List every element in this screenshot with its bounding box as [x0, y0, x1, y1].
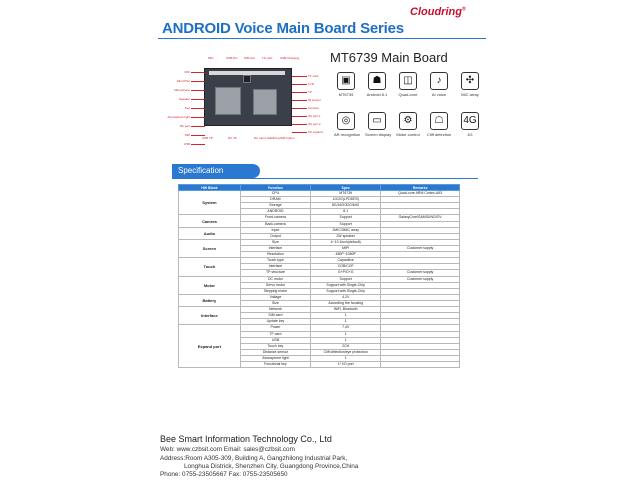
board-callout: Atmosphere light — [167, 115, 190, 119]
spec-remark — [381, 362, 460, 368]
spec-remark: Customer supply — [381, 270, 460, 276]
spec-function: TP structure — [240, 270, 310, 276]
spec-value: Support with Single-Chip — [311, 282, 381, 288]
spec-value: 1* I/O port — [311, 362, 381, 368]
logo-mark: ® — [461, 6, 466, 13]
board-callout: SIM slot — [244, 56, 255, 60]
pcb-image — [204, 68, 292, 126]
pcb-cpu — [243, 75, 251, 83]
spec-function: TF card — [240, 331, 310, 337]
quad-core-icon: ◫ — [399, 72, 417, 90]
callout-line — [191, 126, 205, 127]
page-title: ANDROID Voice Main Board Series — [162, 20, 404, 37]
microphone-icon: ♪ — [430, 72, 448, 90]
spec-function: Resolution — [240, 252, 310, 258]
feature-9 — [458, 112, 482, 137]
spec-value: 1 — [311, 319, 381, 325]
spec-function: Output — [240, 233, 310, 239]
board-diagram — [162, 52, 322, 150]
board-callout: IR sensor — [308, 98, 321, 102]
spec-value: According the housing — [311, 300, 381, 306]
spec-value: Support — [311, 276, 381, 282]
spec-column-header: Remarks — [381, 185, 460, 191]
spec-value: 1 — [311, 337, 381, 343]
title-divider — [158, 38, 486, 39]
board-callout: SIM button — [280, 136, 295, 140]
spec-function: SIM card — [240, 313, 310, 319]
cliff-detection-icon: ☖ — [430, 112, 448, 130]
screen-display-icon: ▭ — [368, 112, 386, 130]
feature-0 — [334, 72, 358, 97]
callout-line — [191, 144, 205, 145]
spec-body — [179, 191, 460, 368]
spec-block-name: System — [179, 191, 241, 215]
feature-5 — [334, 112, 361, 137]
board-callout: DC-TF — [228, 136, 237, 140]
spec-column-header: Function — [240, 185, 310, 191]
spec-function: ANDROID — [240, 209, 310, 215]
spec-value: Capacitive — [311, 258, 381, 264]
spec-function: Touch key — [240, 343, 310, 349]
board-callout: I/O expand — [308, 130, 323, 134]
feature-3 — [427, 72, 451, 97]
company-web: Web: www.czbsit.com Email: sales@czbsit.com — [160, 446, 295, 453]
spec-function: Voltage — [240, 294, 310, 300]
spec-value: G+P/G+G — [311, 270, 381, 276]
spec-table — [178, 184, 460, 368]
company-address-line1: Address:Room A305-309, Building A, Gangzhilong Industrial Park, — [160, 455, 348, 462]
board-callout: USB TP — [202, 136, 213, 140]
callout-line — [292, 108, 307, 109]
spec-function: Front-camera — [240, 215, 310, 221]
spec-value: 2CH — [311, 343, 381, 349]
spec-value: Support — [311, 221, 381, 227]
board-callout: 4G port 1 — [308, 114, 321, 118]
board-callout: RF port — [179, 124, 190, 128]
spec-block-name: Audio — [179, 227, 241, 239]
spec-value: 1 — [311, 355, 381, 361]
spec-remark: GalaxyCore/SAMSUNG/OV — [381, 215, 460, 221]
spec-value: WiFi, Bluetooth — [311, 307, 381, 313]
spec-remark: Quad-core ARM Cortex-A53 — [381, 191, 460, 197]
board-callout: Camera — [308, 106, 319, 110]
spec-function: Back-camera — [240, 221, 310, 227]
spec-function: Atmosphere light — [240, 355, 310, 361]
feature-label: Motor control — [396, 132, 420, 137]
motor-control-icon: ⚙ — [399, 112, 417, 130]
board-callout: USB — [183, 142, 190, 146]
4g-icon: 4G — [461, 112, 479, 130]
callout-line — [292, 132, 307, 133]
company-address-line2: Longhua Districk, Shenzhen City, Guangdong Province,China — [184, 463, 359, 470]
callout-line — [191, 81, 205, 82]
spec-function: Stepping motor — [240, 288, 310, 294]
spec-function: Functional key — [240, 362, 310, 368]
callout-line — [191, 90, 205, 91]
board-callout: USB-Charging — [280, 56, 300, 60]
board-callout: MIC — [208, 56, 214, 60]
feature-label: AI voice — [431, 92, 447, 97]
feature-7 — [396, 112, 420, 137]
spec-function: Size — [240, 300, 310, 306]
spec-divider — [172, 178, 478, 179]
spec-function: Network — [240, 307, 310, 313]
pcb-module-2 — [253, 89, 277, 115]
spec-value: 7.4V — [311, 325, 381, 331]
spec-function: Interface — [240, 264, 310, 270]
spec-function: Storage — [240, 203, 310, 209]
callout-line — [191, 99, 205, 100]
mic-array-icon: ✣ — [461, 72, 479, 90]
spec-function: Interface — [240, 245, 310, 251]
spec-block-name: Screen — [179, 239, 241, 257]
callout-line — [292, 84, 307, 85]
feature-label: AR recognition — [334, 132, 361, 137]
feature-label: 4G — [467, 132, 473, 137]
spec-column-header: HW Block — [179, 185, 241, 191]
feature-1 — [365, 72, 389, 97]
callout-line — [292, 100, 307, 101]
board-callout: 4G port 2 — [308, 122, 321, 126]
board-callout: MIC — [184, 70, 190, 74]
spec-function: Input — [240, 227, 310, 233]
spec-value: 4~10.1inch(default) — [311, 239, 381, 245]
board-callout: TF card — [308, 74, 319, 78]
ai-recognition-icon: ◎ — [337, 112, 355, 130]
spec-remark: Customer supply — [381, 276, 460, 282]
spec-value: 2W speaker — [311, 233, 381, 239]
spec-remark: Customer supply — [381, 245, 460, 251]
spec-function: Servo motor — [240, 282, 310, 288]
feature-label: MT6739 — [338, 92, 354, 97]
spec-value: COB/COF — [311, 264, 381, 270]
callout-line — [292, 116, 307, 117]
spec-value: MT6739 — [311, 191, 381, 197]
spec-block-name: Interface — [179, 307, 241, 325]
board-callout: LCD — [308, 82, 315, 86]
spec-value: 1 — [311, 331, 381, 337]
spec-heading: Specification — [172, 164, 260, 178]
logo-text: Cloudring — [410, 6, 462, 18]
spec-block-name: Motor — [179, 276, 241, 294]
spec-block-name: Battery — [179, 294, 241, 306]
board-callout: Mini PCIe — [176, 79, 190, 83]
spec-function: Size — [240, 239, 310, 245]
spec-block-name: Touch — [179, 258, 241, 276]
feature-8 — [427, 112, 451, 137]
android-icon: ☗ — [368, 72, 386, 90]
spec-value: 8G/16G/32G/64G — [311, 203, 381, 209]
feature-label: Screen display — [365, 132, 392, 137]
board-callout: DC input stabilizing — [254, 136, 280, 140]
spec-function: Touch type — [240, 258, 310, 264]
callout-line — [292, 92, 307, 93]
company-name: Bee Smart Information Technology Co., Ltd — [160, 434, 332, 444]
board-callout: TF card — [262, 56, 273, 60]
spec-function: DC motor — [240, 276, 310, 282]
feature-label: Android 8.1 — [366, 92, 388, 97]
company-phone: Phone: 0755-23505667 Fax: 0755-23505650 — [160, 471, 288, 478]
feature-label: MIC array — [461, 92, 479, 97]
spec-function: Update key — [240, 319, 310, 325]
spec-value: MIPI — [311, 245, 381, 251]
spec-function: DRAM — [240, 197, 310, 203]
spec-value: 1MIC/3MIC array — [311, 227, 381, 233]
spec-function: Power — [240, 325, 310, 331]
cpu-icon: ▣ — [337, 72, 355, 90]
board-callout: Speaker — [178, 97, 190, 101]
spec-function: CPU — [240, 191, 310, 197]
spec-value: 4.2V — [311, 294, 381, 300]
callout-line — [191, 117, 205, 118]
pcb-module-1 — [215, 87, 241, 115]
spec-function: Distance sensor — [240, 349, 310, 355]
feature-2 — [396, 72, 420, 97]
feature-4 — [458, 72, 482, 97]
spec-value: 1G/2G(LPDDR3) — [311, 197, 381, 203]
spec-column-header: Spec — [311, 185, 381, 191]
spec-block-name: Expand port — [179, 325, 241, 368]
board-callout: Key — [184, 106, 190, 110]
board-callout: TP — [308, 90, 312, 94]
spec-value: 1 — [311, 313, 381, 319]
board-title: MT6739 Main Board — [330, 50, 448, 65]
feature-label: Quad-core — [398, 92, 418, 97]
callout-line — [191, 72, 205, 73]
brand-logo — [410, 6, 466, 18]
spec-value: Support — [311, 215, 381, 221]
spec-value: Cliff detection/eye protection — [311, 349, 381, 355]
spec-value: Support with Single-Chip — [311, 288, 381, 294]
callout-line — [191, 108, 205, 109]
spec-value: 480P~1080P — [311, 252, 381, 258]
callout-line — [292, 76, 307, 77]
board-callout: Microphone — [174, 88, 190, 92]
feature-6 — [365, 112, 392, 137]
feature-label: Cliff detection — [427, 132, 452, 137]
spec-block-name: Camera — [179, 215, 241, 227]
board-callout: USB-DC — [226, 56, 238, 60]
board-callout: SIM — [184, 133, 190, 137]
callout-line — [292, 124, 307, 125]
spec-value: 8.1 — [311, 209, 381, 215]
spec-function: USB — [240, 337, 310, 343]
